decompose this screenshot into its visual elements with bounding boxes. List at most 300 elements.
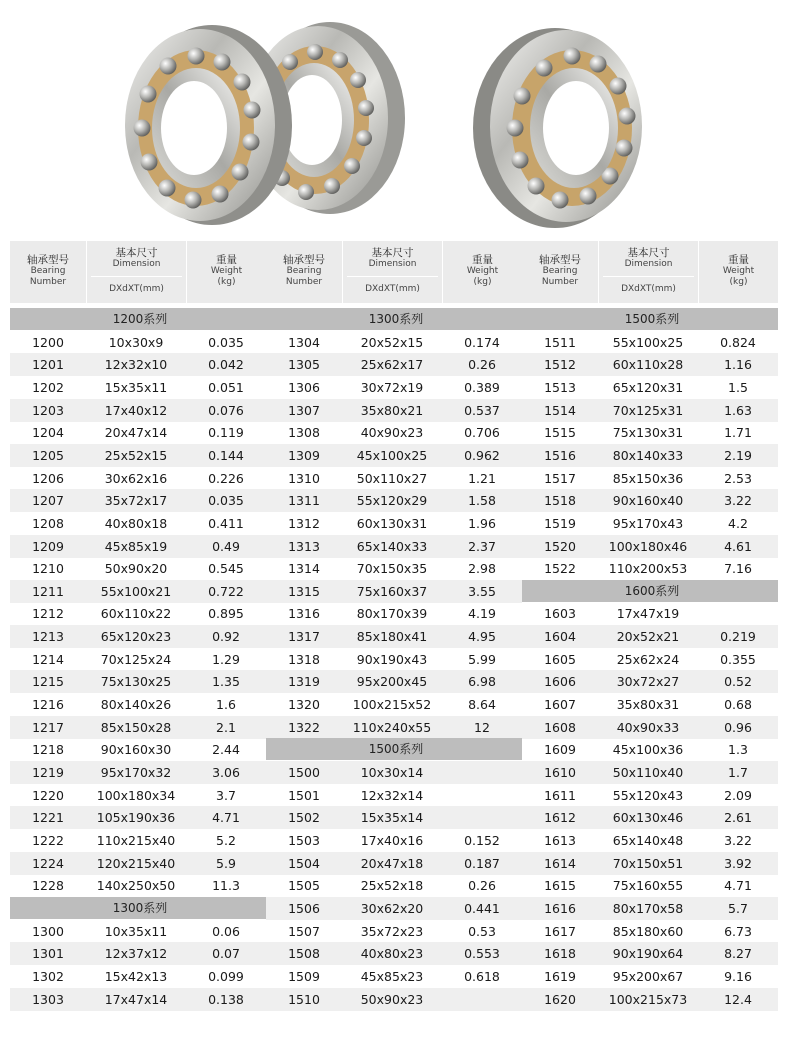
dimension-cell: 70x125x24 bbox=[100, 651, 172, 667]
bearing-number-cell: 1502 bbox=[288, 810, 320, 826]
bearing-number-cell: 1611 bbox=[544, 787, 576, 803]
bearing-number-cell: 1616 bbox=[544, 900, 576, 916]
bearing-number-cell: 1215 bbox=[32, 674, 64, 690]
header-weight-en: Weight bbox=[466, 266, 499, 276]
weight-cell: 0.26 bbox=[468, 357, 496, 373]
bearing-number-cell: 1610 bbox=[544, 765, 576, 780]
dimension-cell: 20x52x15 bbox=[360, 334, 424, 350]
dimension-cell: 95x170x32 bbox=[100, 765, 172, 780]
weight-cell: 1.29 bbox=[212, 651, 240, 667]
table-row bbox=[522, 557, 778, 580]
bearing-number-cell: 1315 bbox=[288, 583, 320, 599]
dimension-cell: 65x120x31 bbox=[612, 379, 684, 395]
table-row bbox=[10, 784, 266, 807]
header-model-zh: 轴承型号 bbox=[27, 254, 69, 266]
bearing-number-cell: 1301 bbox=[32, 946, 64, 962]
header-weight-zh: 重量 bbox=[216, 254, 237, 266]
table-row bbox=[522, 353, 778, 376]
dimension-cell: 80x170x39 bbox=[356, 606, 428, 622]
dimension-cell: 12x32x14 bbox=[360, 787, 424, 803]
bearing-number-cell: 1520 bbox=[544, 538, 576, 554]
dimension-cell: 40x90x33 bbox=[616, 719, 680, 735]
weight-cell: 8.64 bbox=[468, 697, 496, 713]
bearing-number-cell: 1617 bbox=[544, 923, 576, 939]
weight-cell: 1.7 bbox=[728, 765, 748, 780]
weight-cell: 0.035 bbox=[208, 334, 244, 350]
bearing-right bbox=[473, 28, 642, 228]
table-row bbox=[522, 602, 778, 625]
bearing-number-cell: 1214 bbox=[32, 651, 64, 667]
weight-cell: 1.21 bbox=[468, 470, 496, 486]
table-row bbox=[266, 602, 522, 625]
dimension-cell: 80x140x33 bbox=[612, 447, 684, 463]
weight-cell: 0.042 bbox=[208, 357, 244, 373]
header-weight-zh: 重量 bbox=[472, 254, 493, 266]
table-row bbox=[266, 784, 522, 807]
bearing-number-cell: 1603 bbox=[544, 606, 576, 622]
header-dimension-en: Dimension bbox=[368, 259, 417, 269]
table-row bbox=[522, 965, 778, 988]
bearing-number-cell: 1506 bbox=[288, 900, 320, 916]
table-row bbox=[522, 874, 778, 897]
weight-cell: 0.537 bbox=[464, 402, 500, 418]
bearing-number-cell: 1513 bbox=[544, 379, 576, 395]
bearing-number-cell: 1304 bbox=[288, 334, 320, 350]
bearing-number-cell: 1217 bbox=[32, 719, 64, 735]
weight-cell: 1.63 bbox=[724, 402, 752, 418]
bearing-number-cell: 1200 bbox=[32, 334, 64, 350]
header-weight-en: Weight bbox=[722, 266, 755, 276]
table-row bbox=[522, 467, 778, 490]
dimension-cell: 25x62x17 bbox=[360, 357, 424, 373]
weight-cell: 1.6 bbox=[216, 697, 236, 713]
bearing-number-cell: 1501 bbox=[288, 787, 320, 803]
weight-cell: 1.16 bbox=[724, 357, 752, 373]
bearing-number-cell: 1218 bbox=[32, 742, 64, 758]
bearing-spec-table bbox=[10, 241, 780, 1013]
bearing-number-cell: 1224 bbox=[32, 855, 64, 871]
dimension-cell: 17x40x16 bbox=[360, 832, 424, 848]
table-row bbox=[10, 421, 266, 444]
dimension-cell: 17x47x19 bbox=[616, 606, 680, 622]
weight-cell: 0.411 bbox=[208, 515, 244, 531]
dimension-cell: 75x160x37 bbox=[356, 583, 428, 599]
table-row bbox=[10, 874, 266, 897]
header-dimension-divider bbox=[603, 276, 694, 277]
table-row bbox=[522, 535, 778, 558]
bearing-number-cell: 1318 bbox=[288, 651, 320, 667]
series-header bbox=[266, 308, 522, 330]
dimension-cell: 140x250x50 bbox=[96, 878, 176, 894]
table-row bbox=[266, 512, 522, 535]
table-row bbox=[10, 512, 266, 535]
table-row bbox=[522, 806, 778, 829]
weight-cell: 5.2 bbox=[216, 832, 236, 848]
bearing-number-cell: 1206 bbox=[32, 470, 64, 486]
table-row bbox=[266, 557, 522, 580]
header-model bbox=[266, 241, 342, 316]
table-row bbox=[10, 353, 266, 376]
header-weight-unit: (kg) bbox=[217, 277, 236, 287]
dimension-cell: 15x42x13 bbox=[104, 968, 168, 984]
table-row bbox=[266, 942, 522, 965]
dimension-cell: 65x140x48 bbox=[612, 832, 684, 848]
dimension-cell: 110x200x53 bbox=[608, 561, 688, 577]
dimension-cell: 10x30x14 bbox=[360, 765, 424, 780]
table-row bbox=[266, 965, 522, 988]
table-row bbox=[266, 852, 522, 875]
header-dimension-sub: DXdXT(mm) bbox=[621, 284, 676, 294]
weight-cell: 1.58 bbox=[468, 493, 496, 509]
bearing-number-cell: 1504 bbox=[288, 855, 320, 871]
dimension-cell: 70x150x51 bbox=[612, 855, 684, 871]
dimension-cell: 55x120x43 bbox=[612, 787, 684, 803]
bearing-number-cell: 1505 bbox=[288, 878, 320, 894]
header-model-en-1: Bearing bbox=[286, 266, 322, 276]
bearing-number-cell: 1216 bbox=[32, 697, 64, 713]
dimension-cell: 60x110x28 bbox=[612, 357, 684, 373]
table-row bbox=[10, 738, 266, 761]
bearing-number-cell: 1320 bbox=[288, 697, 320, 713]
weight-cell: 3.22 bbox=[724, 493, 752, 509]
bearing-number-cell: 1609 bbox=[544, 742, 576, 758]
weight-cell: 0.152 bbox=[464, 832, 500, 848]
dimension-cell: 45x85x23 bbox=[360, 968, 424, 984]
table-row bbox=[522, 421, 778, 444]
bearing-number-cell: 1516 bbox=[544, 447, 576, 463]
weight-cell: 0.52 bbox=[724, 674, 752, 690]
weight-cell: 0.441 bbox=[464, 900, 500, 916]
header-weight-zh: 重量 bbox=[728, 254, 749, 266]
header-model-en-1: Bearing bbox=[30, 266, 66, 276]
bearing-number-cell: 1605 bbox=[544, 651, 576, 667]
bearing-number-cell: 1222 bbox=[32, 832, 64, 848]
table-row bbox=[10, 331, 266, 354]
weight-cell: 3.06 bbox=[212, 765, 240, 780]
dimension-cell: 85x180x60 bbox=[612, 923, 684, 939]
bearing-number-cell: 1608 bbox=[544, 719, 576, 735]
dimension-cell: 55x120x29 bbox=[356, 493, 428, 509]
table-row bbox=[10, 693, 266, 716]
bearing-number-cell: 1614 bbox=[544, 855, 576, 871]
table-row bbox=[266, 874, 522, 897]
weight-cell: 2.98 bbox=[468, 561, 496, 577]
bearing-number-cell: 1212 bbox=[32, 606, 64, 622]
weight-cell: 0.706 bbox=[464, 425, 500, 441]
table-row bbox=[10, 806, 266, 829]
weight-cell: 2.61 bbox=[724, 810, 752, 826]
weight-cell: 0.553 bbox=[464, 946, 500, 962]
table-row bbox=[266, 331, 522, 354]
bearing-number-cell: 1500 bbox=[288, 765, 320, 780]
weight-cell: 4.2 bbox=[728, 515, 748, 531]
weight-cell: 2.19 bbox=[724, 447, 752, 463]
dimension-cell: 45x100x25 bbox=[356, 447, 428, 463]
dimension-cell: 40x80x18 bbox=[104, 515, 168, 531]
dimension-cell: 40x90x23 bbox=[360, 425, 424, 441]
series-header bbox=[522, 580, 778, 602]
table-row bbox=[522, 670, 778, 693]
weight-cell: 0.07 bbox=[212, 946, 240, 962]
table-row bbox=[522, 648, 778, 671]
dimension-cell: 60x130x31 bbox=[356, 515, 428, 531]
bearing-number-cell: 1302 bbox=[32, 968, 64, 984]
table-row bbox=[522, 988, 778, 1011]
dimension-cell: 60x110x22 bbox=[100, 606, 172, 622]
table-row bbox=[10, 625, 266, 648]
bearing-number-cell: 1319 bbox=[288, 674, 320, 690]
dimension-cell: 95x200x67 bbox=[612, 968, 684, 984]
table-row bbox=[266, 693, 522, 716]
weight-cell: 9.16 bbox=[724, 968, 752, 984]
bearing-number-cell: 1613 bbox=[544, 832, 576, 848]
bearing-number-cell: 1205 bbox=[32, 447, 64, 463]
weight-cell: 0.53 bbox=[468, 923, 496, 939]
bearing-number-cell: 1317 bbox=[288, 629, 320, 645]
header-dimension-zh: 基本尺寸 bbox=[627, 247, 670, 259]
dimension-cell: 20x52x21 bbox=[616, 629, 680, 645]
bearing-number-cell: 1201 bbox=[32, 357, 64, 373]
series-label: 1600系列 bbox=[624, 583, 680, 598]
bearing-number-cell: 1620 bbox=[544, 991, 576, 1007]
dimension-cell: 25x62x24 bbox=[616, 651, 680, 667]
dimension-cell: 85x150x36 bbox=[612, 470, 684, 486]
table-header bbox=[10, 241, 266, 303]
dimension-cell: 20x47x18 bbox=[360, 855, 424, 871]
table-row bbox=[10, 444, 266, 467]
table-row bbox=[522, 399, 778, 422]
table-row bbox=[10, 988, 266, 1011]
header-dimension-en: Dimension bbox=[112, 259, 161, 269]
table-header bbox=[522, 241, 778, 303]
weight-cell: 4.71 bbox=[724, 878, 752, 894]
bearing-number-cell: 1313 bbox=[288, 538, 320, 554]
table-row bbox=[266, 489, 522, 512]
header-weight-unit: (kg) bbox=[729, 277, 748, 287]
table-row bbox=[10, 829, 266, 852]
dimension-cell: 75x160x55 bbox=[612, 878, 684, 894]
weight-cell: 0.68 bbox=[724, 697, 752, 713]
weight-cell: 0.138 bbox=[208, 991, 244, 1007]
dimension-cell: 45x85x19 bbox=[104, 538, 168, 554]
bearing-number-cell: 1310 bbox=[288, 470, 320, 486]
bearing-number-cell: 1508 bbox=[288, 946, 320, 962]
dimension-cell: 15x35x14 bbox=[360, 810, 424, 826]
bearing-number-cell: 1303 bbox=[32, 991, 64, 1007]
header-dimension-zh: 基本尺寸 bbox=[115, 247, 158, 259]
bearing-number-cell: 1208 bbox=[32, 515, 64, 531]
weight-cell: 0.119 bbox=[208, 425, 244, 441]
dimension-cell: 105x190x36 bbox=[96, 810, 176, 826]
dimension-cell: 55x100x25 bbox=[612, 334, 684, 350]
bearing-number-cell: 1211 bbox=[32, 583, 64, 599]
table-row bbox=[10, 399, 266, 422]
bearing-number-cell: 1305 bbox=[288, 357, 320, 373]
bearing-number-cell: 1213 bbox=[32, 629, 64, 645]
table-row bbox=[266, 648, 522, 671]
bearing-number-cell: 1308 bbox=[288, 425, 320, 441]
weight-cell: 8.27 bbox=[724, 946, 752, 962]
dimension-cell: 15x35x11 bbox=[104, 379, 168, 395]
header-dimension-zh: 基本尺寸 bbox=[371, 247, 414, 259]
weight-cell: 12 bbox=[474, 719, 490, 735]
weight-cell: 0.722 bbox=[208, 583, 244, 599]
bearing-number-cell: 1517 bbox=[544, 470, 576, 486]
dimension-cell: 65x120x23 bbox=[100, 629, 172, 645]
table-row bbox=[266, 897, 522, 920]
table-row bbox=[522, 897, 778, 920]
bearing-number-cell: 1311 bbox=[288, 493, 320, 509]
table-row bbox=[10, 716, 266, 739]
dimension-cell: 45x100x36 bbox=[612, 742, 684, 758]
bearing-number-cell: 1209 bbox=[32, 538, 64, 554]
table-row bbox=[522, 512, 778, 535]
table-header bbox=[266, 241, 522, 303]
bearing-number-cell: 1312 bbox=[288, 515, 320, 531]
table-row bbox=[522, 738, 778, 761]
weight-cell: 0.96 bbox=[724, 719, 752, 735]
dimension-cell: 95x170x43 bbox=[612, 515, 684, 531]
dimension-cell: 10x30x9 bbox=[108, 334, 164, 350]
series-header bbox=[10, 308, 266, 330]
header-dimension-en: Dimension bbox=[624, 259, 673, 269]
weight-cell: 11.3 bbox=[212, 878, 240, 894]
dimension-cell: 70x150x35 bbox=[356, 561, 428, 577]
bearing-number-cell: 1512 bbox=[544, 357, 576, 373]
header-model-en-2: Number bbox=[541, 277, 579, 287]
dimension-cell: 30x62x16 bbox=[104, 470, 168, 486]
weight-cell: 0.49 bbox=[212, 538, 240, 554]
bearing-number-cell: 1607 bbox=[544, 697, 576, 713]
bearing-number-cell: 1300 bbox=[32, 923, 64, 939]
bearing-number-cell: 1220 bbox=[32, 787, 64, 803]
dimension-cell: 55x100x21 bbox=[100, 583, 172, 599]
weight-cell: 0.174 bbox=[464, 334, 500, 350]
dimension-cell: 110x240x55 bbox=[352, 719, 432, 735]
dimension-cell: 75x130x25 bbox=[100, 674, 172, 690]
bearing-left bbox=[125, 25, 292, 225]
header-dimension bbox=[87, 241, 186, 309]
weight-cell: 0.962 bbox=[464, 447, 500, 463]
bearing-number-cell: 1615 bbox=[544, 878, 576, 894]
bearing-number-cell: 1203 bbox=[32, 402, 64, 418]
bearing-number-cell: 1207 bbox=[32, 493, 64, 509]
table-row bbox=[522, 444, 778, 467]
table-row bbox=[10, 670, 266, 693]
series-header bbox=[522, 308, 778, 330]
dimension-cell: 100x215x73 bbox=[608, 991, 688, 1007]
dimension-cell: 80x140x26 bbox=[100, 697, 172, 713]
weight-cell: 3.55 bbox=[468, 583, 496, 599]
bearing-number-cell: 1204 bbox=[32, 425, 64, 441]
weight-cell: 4.95 bbox=[468, 629, 496, 645]
table-row bbox=[10, 580, 266, 603]
weight-cell: 0.824 bbox=[720, 334, 756, 350]
header-model-zh: 轴承型号 bbox=[283, 254, 325, 266]
table-row bbox=[10, 467, 266, 490]
dimension-cell: 40x80x23 bbox=[360, 946, 424, 962]
table-row bbox=[522, 331, 778, 354]
table-row bbox=[266, 376, 522, 399]
weight-cell: 1.96 bbox=[468, 515, 496, 531]
table-row bbox=[266, 535, 522, 558]
table-row bbox=[10, 942, 266, 965]
table-row bbox=[522, 625, 778, 648]
bearing-number-cell: 1515 bbox=[544, 425, 576, 441]
weight-cell: 2.09 bbox=[724, 787, 752, 803]
weight-cell: 0.618 bbox=[464, 968, 500, 984]
series-header bbox=[266, 738, 522, 760]
weight-cell: 0.035 bbox=[208, 493, 244, 509]
dimension-cell: 65x140x33 bbox=[356, 538, 428, 554]
header-model-en-2: Number bbox=[285, 277, 323, 287]
table-row bbox=[266, 421, 522, 444]
series-label: 1300系列 bbox=[368, 312, 424, 326]
table-row bbox=[266, 829, 522, 852]
dimension-cell: 90x160x40 bbox=[612, 493, 684, 509]
dimension-cell: 25x52x18 bbox=[360, 878, 424, 894]
table-row bbox=[266, 467, 522, 490]
table-row bbox=[522, 716, 778, 739]
dimension-cell: 10x35x11 bbox=[104, 923, 168, 939]
weight-cell: 6.98 bbox=[468, 674, 496, 690]
table-row bbox=[266, 806, 522, 829]
bearing-number-cell: 1514 bbox=[544, 402, 576, 418]
dimension-cell: 50x90x23 bbox=[360, 991, 424, 1007]
weight-cell: 2.53 bbox=[724, 470, 752, 486]
header-dimension-sub: DXdXT(mm) bbox=[109, 284, 164, 294]
bearing-number-cell: 1221 bbox=[32, 810, 64, 826]
dimension-cell: 12x37x12 bbox=[104, 946, 168, 962]
header-dimension bbox=[343, 241, 442, 309]
table-row bbox=[522, 693, 778, 716]
bearing-number-cell: 1518 bbox=[544, 493, 576, 509]
bearing-number-cell: 1503 bbox=[288, 832, 320, 848]
bearing-number-cell: 1228 bbox=[32, 878, 64, 894]
weight-cell: 0.355 bbox=[720, 651, 756, 667]
weight-cell: 4.19 bbox=[468, 606, 496, 622]
weight-cell: 2.44 bbox=[212, 742, 240, 758]
series-label: 1200系列 bbox=[112, 312, 168, 326]
dimension-cell: 110x215x40 bbox=[96, 832, 176, 848]
header-dimension-divider bbox=[347, 276, 438, 277]
dimension-cell: 30x72x27 bbox=[616, 674, 680, 690]
bearing-number-cell: 1619 bbox=[544, 968, 576, 984]
table-row bbox=[10, 852, 266, 875]
dimension-cell: 60x130x46 bbox=[612, 810, 684, 826]
bearing-number-cell: 1618 bbox=[544, 946, 576, 962]
header-weight bbox=[443, 241, 522, 316]
series-label: 1500系列 bbox=[368, 742, 424, 757]
header-model-zh: 轴承型号 bbox=[539, 254, 581, 266]
header-model bbox=[10, 241, 86, 316]
weight-cell: 1.5 bbox=[728, 379, 748, 395]
table-row bbox=[266, 399, 522, 422]
dimension-cell: 85x150x28 bbox=[100, 719, 172, 735]
bearing-number-cell: 1309 bbox=[288, 447, 320, 463]
weight-cell: 5.99 bbox=[468, 651, 496, 667]
weight-cell: 0.219 bbox=[720, 629, 756, 645]
header-weight bbox=[699, 241, 778, 316]
weight-cell: 5.9 bbox=[216, 855, 236, 871]
dimension-cell: 90x190x43 bbox=[356, 651, 428, 667]
bearing-number-cell: 1604 bbox=[544, 629, 576, 645]
table-row bbox=[266, 625, 522, 648]
table-row bbox=[522, 784, 778, 807]
weight-cell: 5.7 bbox=[728, 900, 748, 916]
bearing-number-cell: 1612 bbox=[544, 810, 576, 826]
dimension-cell: 95x200x45 bbox=[356, 674, 428, 690]
